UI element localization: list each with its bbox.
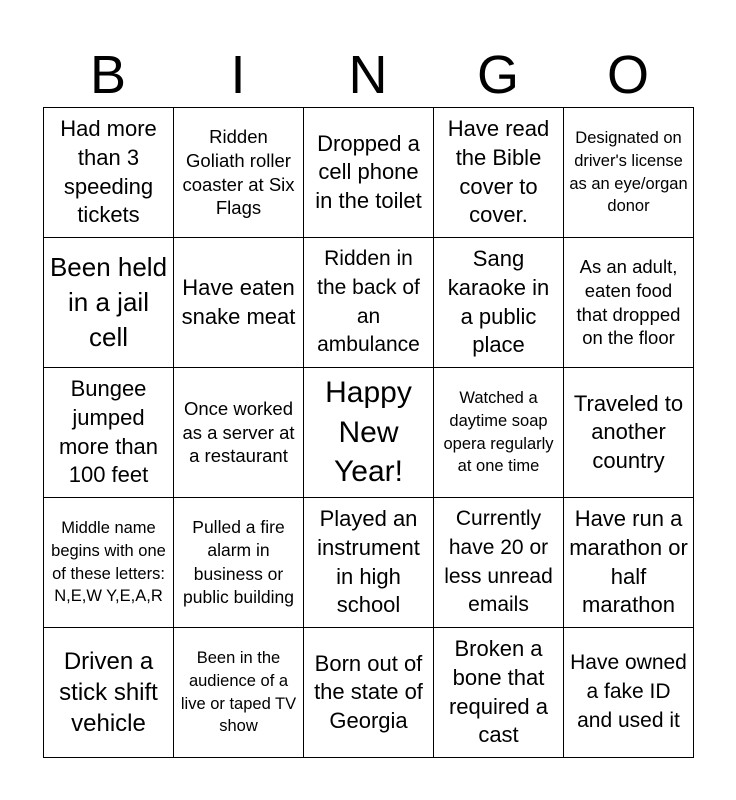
header-letter-b: B xyxy=(89,45,127,105)
bingo-cell[interactable]: Ridden Goliath roller coaster at Six Flags xyxy=(174,108,304,238)
bingo-cell[interactable]: Sang karaoke in a public place xyxy=(434,238,564,368)
bingo-cell[interactable]: Have run a marathon or half marathon xyxy=(564,498,694,628)
header-letter-g: G xyxy=(476,45,519,105)
bingo-cell[interactable]: Designated on driver's license as an eye/organ donor xyxy=(564,108,694,238)
free-space-cell[interactable]: Happy New Year! xyxy=(304,368,434,498)
bingo-cell[interactable]: Traveled to another country xyxy=(564,368,694,498)
bingo-board xyxy=(43,107,694,758)
bingo-cell[interactable]: Played an instrument in high school xyxy=(304,498,434,628)
bingo-cell[interactable]: Been held in a jail cell xyxy=(44,238,174,368)
bingo-cell[interactable]: Dropped a cell phone in the toilet xyxy=(304,108,434,238)
bingo-header xyxy=(43,42,693,108)
bingo-cell[interactable]: Pulled a fire alarm in business or public building xyxy=(174,498,304,628)
bingo-cell[interactable]: Bungee jumped more than 100 feet xyxy=(44,368,174,498)
bingo-cell[interactable]: Have eaten snake meat xyxy=(174,238,304,368)
bingo-cell[interactable]: Broken a bone that required a cast xyxy=(434,628,564,758)
bingo-cell[interactable]: Have owned a fake ID and used it xyxy=(564,628,694,758)
bingo-cell[interactable]: Driven a stick shift vehicle xyxy=(44,628,174,758)
header-letter-i: I xyxy=(230,45,246,105)
bingo-cell[interactable]: Once worked as a server at a restaurant xyxy=(174,368,304,498)
bingo-cell[interactable]: Ridden in the back of an ambulance xyxy=(304,238,434,368)
bingo-cell[interactable]: As an adult, eaten food that dropped on the floor xyxy=(564,238,694,368)
bingo-cell[interactable]: Have read the Bible cover to cover. xyxy=(434,108,564,238)
bingo-cell[interactable]: Middle name begins with one of these letters: N,E,W Y,E,A,R xyxy=(44,498,174,628)
header-letter-n: N xyxy=(348,45,388,105)
bingo-cell[interactable]: Been in the audience of a live or taped TV show xyxy=(174,628,304,758)
bingo-cell[interactable]: Watched a daytime soap opera regularly at one time xyxy=(434,368,564,498)
bingo-cell[interactable]: Currently have 20 or less unread emails xyxy=(434,498,564,628)
header-letter-o: O xyxy=(606,45,649,105)
bingo-cell[interactable]: Born out of the state of Georgia xyxy=(304,628,434,758)
bingo-cell[interactable]: Had more than 3 speeding tickets xyxy=(44,108,174,238)
